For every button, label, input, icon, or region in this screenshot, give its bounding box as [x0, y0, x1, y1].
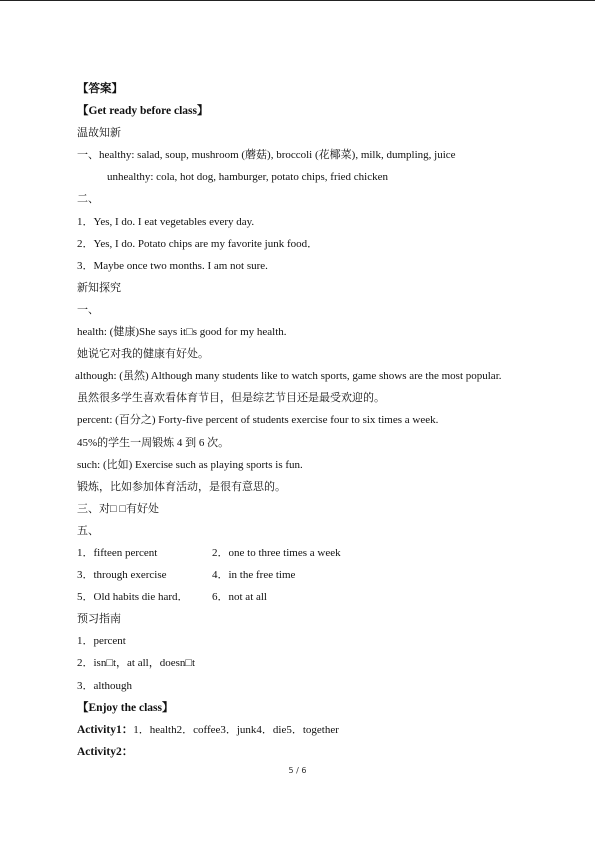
text-line: 一、healthy: salad, soup, mushroom (蘑菇), broccoli (花椰菜), milk, dumpling, juice	[77, 149, 456, 162]
activity-answers: 1．health2．coffee3．junk4．die5．together	[133, 723, 339, 736]
section-heading: 【答案】	[77, 83, 123, 95]
subheading: 新知探究	[77, 281, 121, 294]
text-line: percent: (百分之) Forty-five percent of students exercise four to six times a week.	[77, 414, 439, 427]
text-line: 五、	[77, 524, 99, 537]
text-line: 2．Yes, I do. Potato chips are my favorite junk food．	[77, 237, 319, 250]
subheading: 预习指南	[77, 613, 121, 626]
subheading: 温故知新	[77, 127, 121, 140]
text-line: 虽然很多学生喜欢看体育节目，但是综艺节目还是最受欢迎的。	[77, 392, 385, 405]
answer-item: 4．in the free time	[212, 569, 296, 582]
page-number: 5 / 6	[288, 766, 307, 775]
text-line: 1．Yes, I do. I eat vegetables every day.	[77, 215, 255, 228]
answer-row	[77, 542, 547, 564]
text-line: such: (比如) Exercise such as playing sports is fun.	[77, 458, 303, 471]
text-line: 2．isn□t，at all，doesn□t	[77, 657, 196, 670]
section-heading: 【Enjoy the class】	[77, 701, 174, 714]
top-border	[0, 0, 595, 1]
answer-row	[77, 586, 547, 608]
text-line: 一、	[77, 303, 99, 316]
text-line: health: (健康)She says it□s good for my health.	[77, 326, 287, 339]
activity-line	[77, 719, 547, 741]
text-line: 1．percent	[77, 635, 126, 648]
activity-label: Activity2：	[77, 745, 134, 758]
answer-item: 5．Old habits die hard．	[77, 591, 189, 604]
answer-row	[77, 564, 547, 586]
activity-label: Activity1：	[77, 723, 134, 736]
answer-document	[77, 78, 547, 763]
text-line: unhealthy: cola, hot dog, hamburger, potato chips, fried chicken	[107, 171, 388, 184]
text-line: 她说它对我的健康有好处。	[77, 348, 209, 361]
answer-item: 3．through exercise	[77, 569, 167, 582]
text-line: 锻炼，比如参加体育活动，是很有意思的。	[77, 480, 286, 493]
text-line: 45%的学生一周锻炼 4 到 6 次。	[77, 436, 230, 449]
text-line: 3．although	[77, 679, 132, 692]
text-line: although: (虽然) Although many students like to watch sports, game shows are the most popular.	[75, 370, 502, 383]
text-line: 三、对□ □有好处	[77, 502, 160, 515]
answer-item: 6．not at all	[212, 591, 267, 604]
answer-item: 2．one to three times a week	[212, 546, 341, 559]
section-heading: 【Get ready before class】	[77, 105, 209, 118]
text-line: 3．Maybe once two months. I am not sure.	[77, 259, 268, 272]
text-line: 二、	[77, 193, 99, 206]
answer-item: 1．fifteen percent	[77, 546, 158, 559]
